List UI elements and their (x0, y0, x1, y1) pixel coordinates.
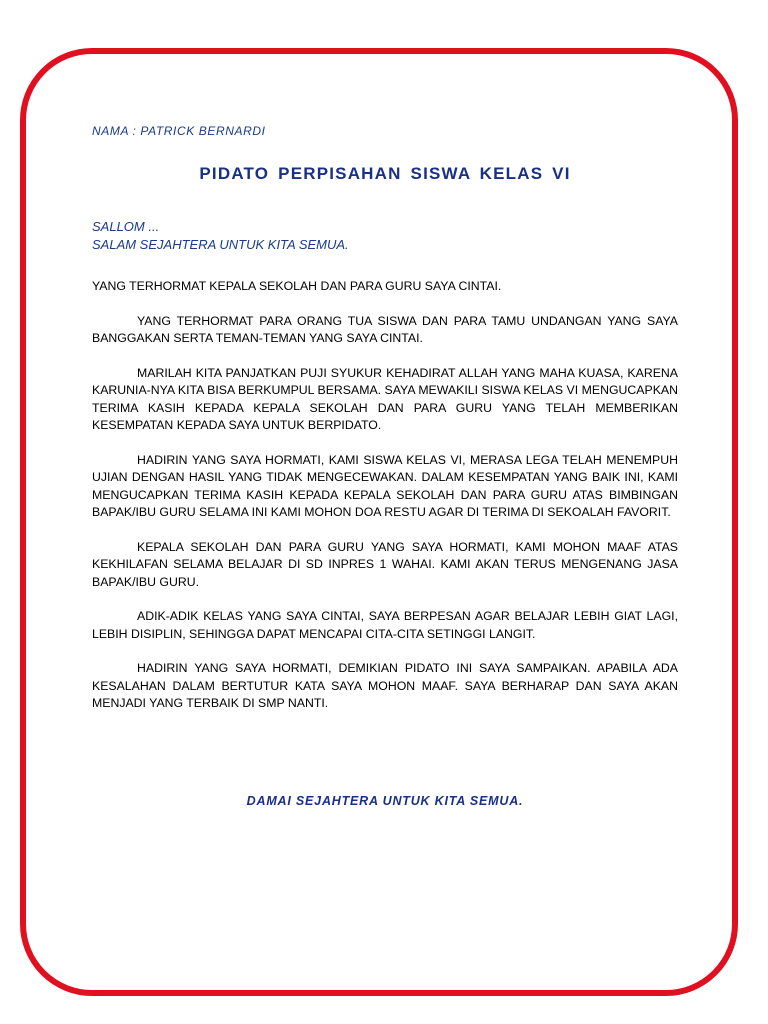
greeting-line-1: SALLOM ... (92, 219, 160, 234)
document-title: PIDATO PERPISAHAN SISWA KELAS VI (199, 164, 571, 183)
closing-line: DAMAI SEJAHTERA UNTUK KITA SEMUA. (246, 794, 524, 808)
paragraph-2: YANG TERHORMAT PARA ORANG TUA SISWA DAN PARA TAMU UNDANGAN YANG SAYA BANGGAKAN SERTA TEMAN-TEMAN YANG SAYA CINTAI. (92, 313, 678, 345)
speech-body (92, 278, 678, 730)
paragraph-1: YANG TERHORMAT KEPALA SEKOLAH DAN PARA GURU SAYA CINTAI. (92, 279, 502, 293)
paragraph-5: KEPALA SEKOLAH DAN PARA GURU YANG SAYA HORMATI, KAMI MOHON MAAF ATAS KEKHILAFAN SELAMA BELAJAR DI SD INPRES 1 WAHAI. KAMI AKAN TERUS MENGENANG JASA BAPAK/IBU GURU. (92, 539, 678, 589)
greeting-block (92, 218, 349, 254)
paragraph-4: HADIRIN YANG SAYA HORMATI, KAMI SISWA KELAS VI, MERASA LEGA TELAH MENEMPUH UJIAN DENGAN HASIL YANG TIDAK MENGECEWAKAN. DALAM KESEMPATAN YANG BAIK INI, KAMI MENGUCAPKAN TERIMA KASIH KEPADA KEPALA SEKOLAH DAN PARA GURU ATAS BIMBINGAN BAPAK/IBU GURU SELAMA INI KAMI MOHON DOA RESTU AGAR DI TERIMA DI SEKOALAH FAVORIT. (92, 452, 678, 519)
paragraph-6: ADIK-ADIK KELAS YANG SAYA CINTAI, SAYA BERPESAN AGAR BELAJAR LEBIH GIAT LAGI, LEBIH DISIPLIN, SEHINGGA DAPAT MENCAPAI CITA-CITA SETINGGI LANGIT. (92, 609, 678, 641)
paragraph-7: HADIRIN YANG SAYA HORMATI, DEMIKIAN PIDATO INI SAYA SAMPAIKAN. APABILA ADA KESALAHAN DALAM BERTUTUR KATA SAYA MOHON MAAF. SAYA BERHARAP DAN SAYA AKAN MENJADI YANG TERBAIK DI SMP NANTI. (92, 661, 678, 710)
author-name-line: NAMA : PATRICK BERNARDI (92, 124, 266, 138)
paragraph-3: MARILAH KITA PANJATKAN PUJI SYUKUR KEHADIRAT ALLAH YANG MAHA KUASA, KARENA KARUNIA-NYA KITA BISA BERKUMPUL BERSAMA. SAYA MEWAKILI SISWA KELAS VI MENGUCAPKAN TERIMA KASIH KEPADA KEPALA SEKOLAH DAN PARA GURU YANG TELAH MEMBERIKAN KESEMPATAN KEPADA SAYA UNTUK BERPIDATO. (92, 365, 678, 432)
greeting-line-2: SALAM SEJAHTERA UNTUK KITA SEMUA. (92, 237, 349, 252)
